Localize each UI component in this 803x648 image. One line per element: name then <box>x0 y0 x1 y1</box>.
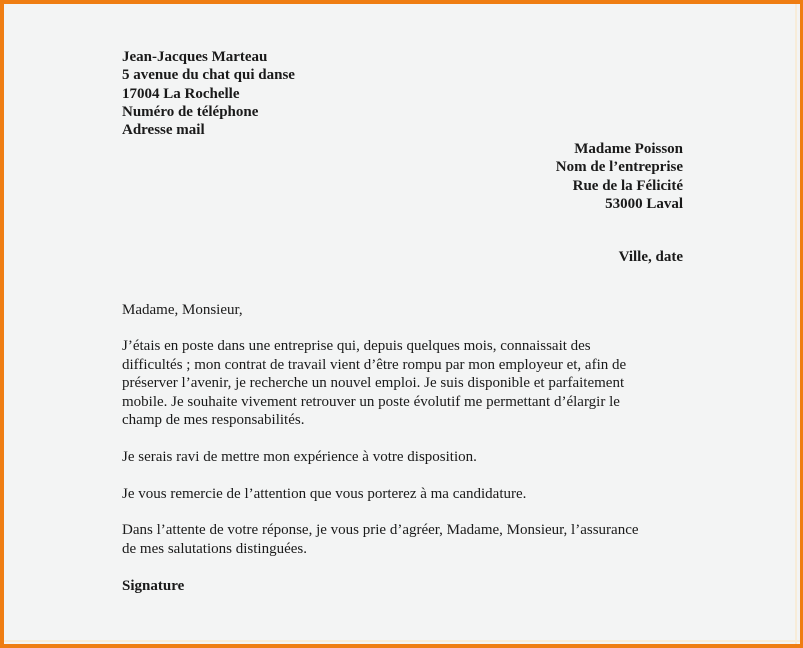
sender-phone: Numéro de téléphone <box>122 103 259 120</box>
sender-email: Adresse mail <box>122 122 205 139</box>
paragraph-3: Je vous remercie de l’attention que vous porterez à ma candidature. <box>122 486 527 502</box>
salutation: Madame, Monsieur, <box>122 302 243 318</box>
paragraph-line: préserver l’avenir, je recherche un nouvel emploi. Je suis disponible et parfaitement <box>122 375 625 391</box>
paragraph-line: mobile. Je souhaite vivement retrouver un poste évolutif me permettant d’élargir le <box>122 393 620 410</box>
sender-city: 17004 La Rochelle <box>122 85 240 102</box>
place-date: Ville, date <box>618 249 683 265</box>
paragraph-line: de mes salutations distinguées. <box>122 540 307 557</box>
paragraph-line: J’étais en poste dans une entreprise qui, depuis quelques mois, connaissait des <box>122 338 591 354</box>
recipient-city: 53000 Laval <box>605 195 683 212</box>
recipient-company: Nom de l’entreprise <box>555 159 683 176</box>
sender-street: 5 avenue du chat qui danse <box>122 67 295 84</box>
signature: Signature <box>122 578 185 594</box>
recipient-street: Rue de la Félicité <box>572 177 683 194</box>
recipient-address-block <box>556 140 683 213</box>
paragraph-4 <box>122 521 692 558</box>
sender-name: Jean-Jacques Marteau <box>122 49 268 65</box>
paragraph-1 <box>122 337 692 430</box>
paragraph-line: difficultés ; mon contrat de travail vient d’être rompu par mon employeur et, afin de <box>122 356 627 373</box>
page-edge-right <box>795 4 797 644</box>
paragraph-line: Dans l’attente de votre réponse, je vous prie d’agréer, Madame, Monsieur, l’assurance <box>122 522 639 538</box>
recipient-name: Madame Poisson <box>574 141 683 157</box>
paragraph-line: champ de mes responsabilités. <box>122 412 305 428</box>
page-edge-bottom <box>4 640 800 642</box>
paragraph-2: Je serais ravi de mettre mon expérience à votre disposition. <box>122 449 477 465</box>
sender-address-block <box>122 48 295 139</box>
